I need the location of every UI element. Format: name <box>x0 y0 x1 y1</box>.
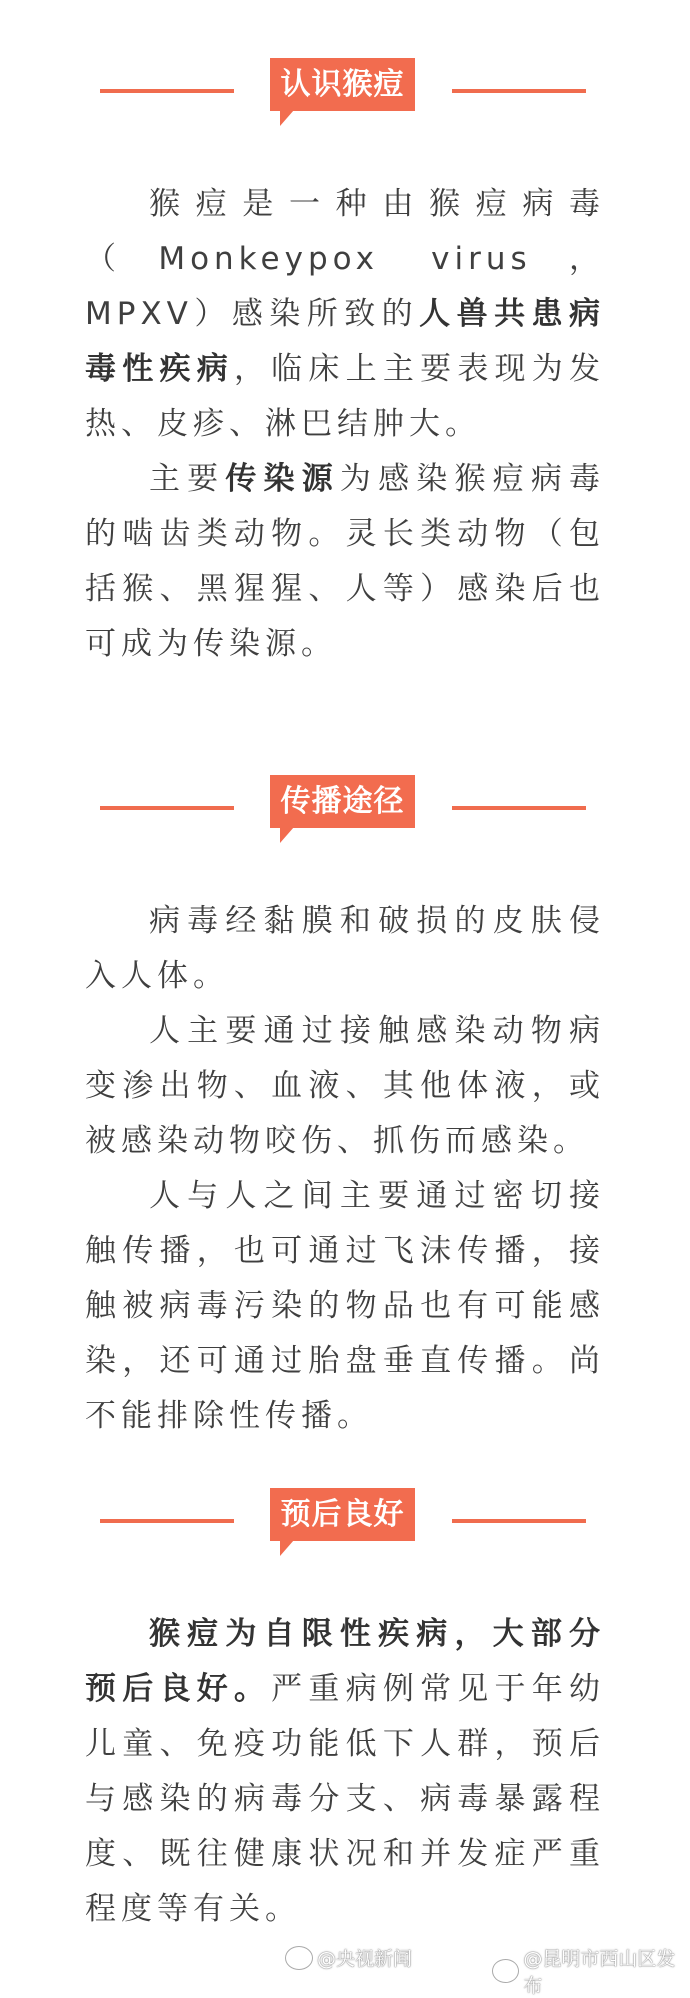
section-header <box>0 775 690 845</box>
weibo-icon <box>492 1959 519 1983</box>
badge-tail <box>280 1540 294 1556</box>
text: 主要 <box>149 461 226 497</box>
section-body <box>85 177 605 672</box>
text: 为感染猴痘病毒的啮齿类动物。灵长类动物（包括猴、黑猩猩、人等）感染后也可成为传染源。 <box>85 461 606 662</box>
text: 严重病例常见于年幼儿童、免疫功能低下人群，预后与感染的病毒分支、病毒暴露程度、既往健康状况和并发症严重程度等有关。 <box>85 1671 606 1927</box>
divider-line <box>100 1519 234 1523</box>
paragraph <box>85 894 605 1004</box>
section-title: 传播途径 <box>270 775 415 828</box>
watermark-xishan <box>492 1944 690 1998</box>
section <box>0 58 690 662</box>
divider-line <box>452 1519 586 1523</box>
badge-tail <box>280 827 294 843</box>
watermark-text: @昆明市西山区发布 <box>523 1948 676 1997</box>
divider-line <box>100 89 234 93</box>
paragraph <box>85 177 605 452</box>
section <box>0 1488 690 1927</box>
text: 病毒经黏膜和破损的皮肤侵入人体。 <box>85 903 605 994</box>
paragraph <box>85 1169 605 1444</box>
weibo-icon <box>285 1946 313 1970</box>
text: ，临床上主要表现为发热、皮疹、淋巴结肿大。 <box>85 351 606 442</box>
divider-line <box>452 806 586 810</box>
paragraph <box>85 1004 605 1169</box>
divider-line <box>452 89 586 93</box>
text: 人主要通过接触感染动物病变渗出物、血液、其他体液，或被感染动物咬伤、抓伤而感染。 <box>85 1013 605 1159</box>
text: 人与人之间主要通过密切接触传播，也可通过飞沫传播，接触被病毒污染的物品也有可能感染，还可通过胎盘垂直传播。尚不能排除性传播。 <box>85 1178 605 1434</box>
paragraph <box>85 452 605 672</box>
section-header <box>0 1488 690 1558</box>
bold-text: 人兽共患病毒性疾病 <box>85 296 605 387</box>
watermark-text: @央视新闻 <box>317 1948 413 1970</box>
bold-text: 传染源 <box>225 461 340 497</box>
badge-tail <box>280 110 294 126</box>
watermark-cctv <box>285 1944 412 1971</box>
section-header <box>0 58 690 128</box>
section-title: 认识猴痘 <box>270 58 415 111</box>
divider-line <box>100 806 234 810</box>
text: 猴痘是一种由猴痘病毒（Monkeypox virus，MPXV）感染所致的 <box>85 186 605 332</box>
section-title: 预后良好 <box>270 1488 415 1541</box>
bold-text: 猴痘为自限性疾病，大部分预后良好。 <box>85 1616 605 1707</box>
section <box>0 775 690 1434</box>
paragraph <box>85 1607 605 1937</box>
section-body <box>85 1607 605 1937</box>
section-body <box>85 894 605 1444</box>
